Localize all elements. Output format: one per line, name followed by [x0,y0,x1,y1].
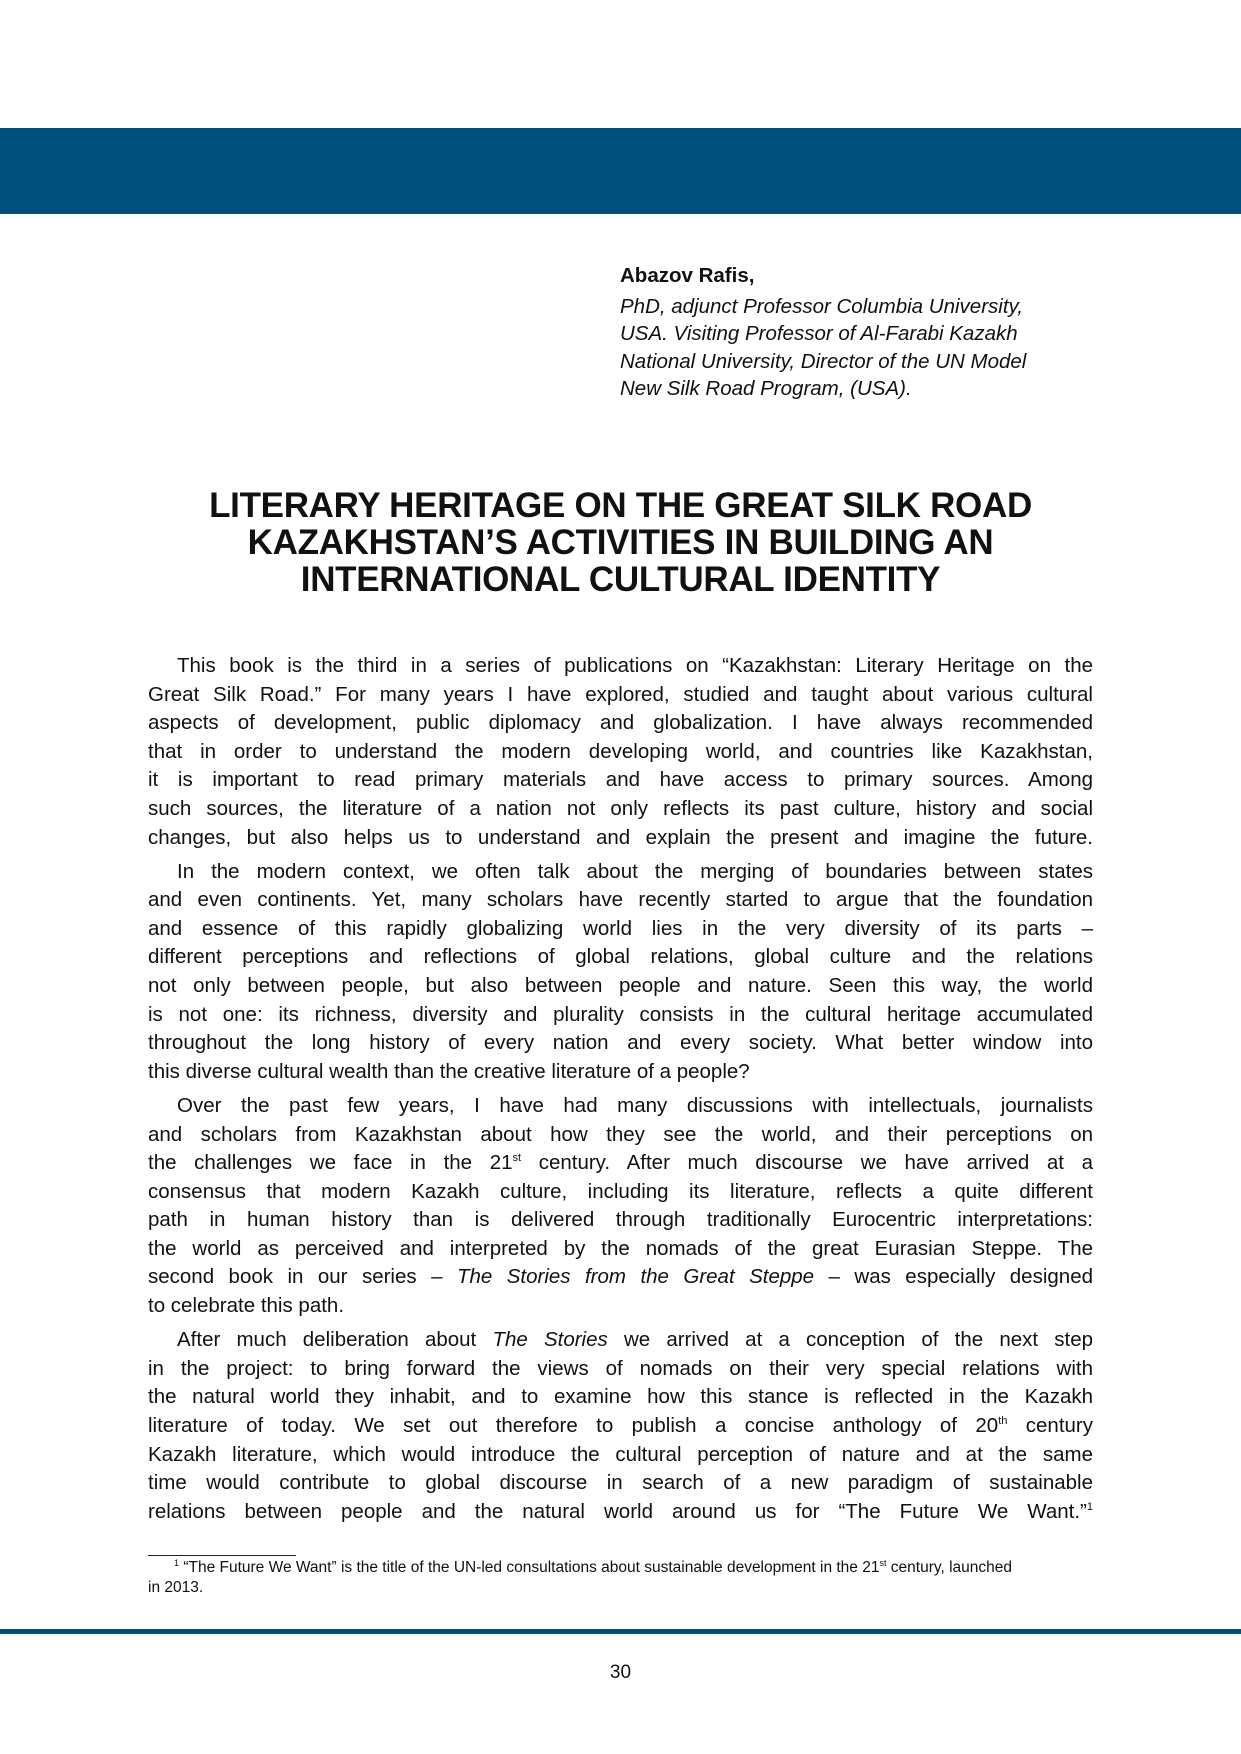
text-run: After much deliberation about [177,1328,493,1352]
author-affiliation [620,293,1120,403]
text-line: throughout the long history of every nation and every society. What better window into [148,1031,1093,1055]
superscript: th [998,1414,1008,1427]
text-run: second book in our series – [148,1265,457,1289]
text-run: – was especially designed [814,1265,1093,1289]
footnote-separator [148,1555,296,1556]
text-line [148,1263,1093,1292]
affiliation-line: National University, Director of the UN Model [620,349,1027,373]
text-line: to celebrate this path. [148,1294,345,1318]
affiliation-line: New Silk Road Program, (USA). [620,377,912,400]
book-title: The Stories [492,1328,608,1352]
paragraph [148,1092,1093,1321]
book-title: The Stories from the Great Steppe [456,1265,815,1289]
text-line [148,1498,1093,1527]
text-line: consensus that modern Kazakh culture, including its literature, reflects a quite different [148,1179,1093,1203]
text-run: literature of today. We set out therefore to publish a concise anthology of 20 [148,1413,999,1437]
author-name: Abazov Rafis, [620,264,755,287]
text-run: “The Future We Want” is the title of the UN-led consultations about sustainable development in the 21 [179,1559,880,1576]
text-line: this diverse cultural wealth than the creative literature of a people? [148,1059,750,1083]
text-line: such sources, the literature of a nation not only reflects its past culture, history and social [148,796,1093,820]
footnote-reference[interactable]: 1 [1086,1500,1093,1513]
footnote-line: in 2013. [148,1579,204,1596]
text-line: it is important to read primary materials and have access to primary sources. Among [148,768,1093,792]
text-line: and even continents. Yet, many scholars have recently started to argue that the foundation [148,888,1093,912]
title-line: INTERNATIONAL CULTURAL IDENTITY [300,560,941,599]
text-line: This book is the third in a series of publications on “Kazakhstan: Literary Heritage on the [177,654,1093,677]
text-line: changes, but also helps us to understand and explain the present and imagine the future. [148,825,1093,849]
superscript: st [512,1152,522,1165]
text-line: that in order to understand the modern developing world, and countries like Kazakhstan, [148,739,1093,763]
paragraph [148,858,1093,1087]
paragraph [148,1326,1093,1526]
text-line: Great Silk Road.” For many years I have explored, studied and taught about various cultural [148,682,1093,706]
footnote-line [148,1558,1093,1578]
text-line: the natural world they inhabit, and to examine how this stance is reflected in the Kazakh [148,1385,1093,1409]
text-line: time would contribute to global discourse in search of a new paradigm of sustainable [148,1471,1093,1495]
text-line: Over the past few years, I have had many discussions with intellectuals, journalists [177,1093,1093,1117]
text-line: aspects of development, public diplomacy and globalization. I have always recommended [148,711,1093,735]
text-line: and scholars from Kazakhstan about how they see the world, and their perceptions on [148,1122,1093,1146]
text-run: we arrived at a conception of the next step [607,1328,1094,1352]
article-body [148,652,1093,1532]
paragraph [148,652,1093,852]
affiliation-line: PhD, adjunct Professor Columbia University, [620,294,1023,318]
text-line: not only between people, but also between people and nature. Seen this way, the world [148,974,1093,998]
text-line: and essence of this rapidly globalizing world lies in the very diversity of its parts – [148,916,1093,940]
author-block [620,262,1120,403]
text-line: in the project: to bring forward the views of nomads on their very special relations with [148,1356,1093,1380]
text-line [148,1412,1093,1441]
title-line: LITERARY HERITAGE ON THE GREAT SILK ROAD [209,486,1032,525]
affiliation-line: USA. Visiting Professor of Al-Farabi Kazakh [620,322,1018,345]
superscript: st [879,1558,887,1568]
footnote [148,1558,1093,1598]
text-run: century, launched [886,1559,1013,1576]
text-run: century [1007,1413,1093,1437]
article-title [148,487,1093,598]
text-run: the challenges we face in the 21 [148,1151,513,1175]
text-line: In the modern context, we often talk about the merging of boundaries between states [177,859,1093,883]
text-line: path in human history than is delivered through traditionally Eurocentric interpretations: [148,1208,1093,1232]
title-line: KAZAKHSTAN’S ACTIVITIES IN BUILDING AN [247,523,994,562]
footnote-marker: 1 [174,1558,180,1568]
header-band [0,128,1241,214]
text-run: century. After much discourse we have arrived at a [521,1151,1093,1175]
text-line [148,1326,1093,1355]
text-line: Kazakh literature, which would introduce the cultural perception of nature and at the same [148,1442,1093,1466]
text-line [148,1149,1093,1178]
footer-rule [0,1629,1241,1634]
text-run: relations between people and the natural world around us for “The Future We Want.” [148,1499,1087,1523]
text-line: is not one: its richness, diversity and plurality consists in the cultural heritage accumulated [148,1002,1093,1026]
text-line: different perceptions and reflections of global relations, global culture and the relations [148,945,1093,969]
page-number: 30 [609,1662,632,1683]
text-line: the world as perceived and interpreted by the nomads of the great Eurasian Steppe. The [148,1236,1093,1260]
